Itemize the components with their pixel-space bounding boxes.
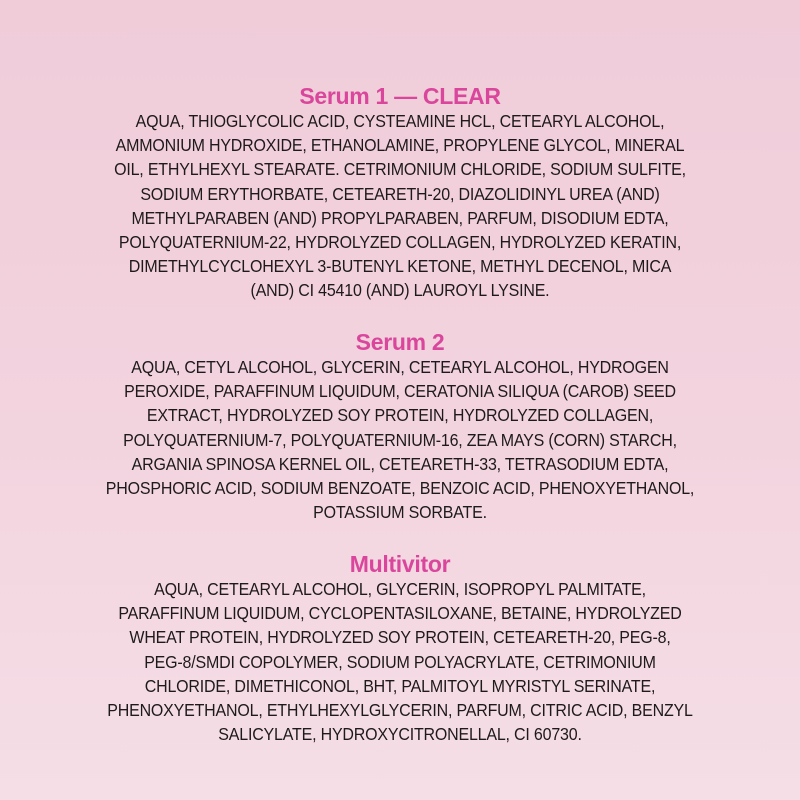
ingredient-list (28, 577, 772, 746)
ingredient-line: AMMONIUM HYDROXIDE, ETHANOLAMINE, PROPYLENE GLYCOL, MINERAL (115, 135, 685, 156)
section-serum-2 (0, 329, 800, 524)
ingredient-line: (AND) CI 45410 (AND) LAUROYL LYSINE. (250, 280, 550, 301)
ingredient-line: PHENOXYETHANOL, ETHYLHEXYLGLYCERIN, PARFUM, CITRIC ACID, BENZYL (107, 700, 693, 721)
ingredient-line: AQUA, CETEARYL ALCOHOL, GLYCERIN, ISOPROPYL PALMITATE, (154, 579, 646, 599)
ingredient-line: PHOSPHORIC ACID, SODIUM BENZOATE, BENZOIC ACID, PHENOXYETHANOL, (105, 478, 695, 499)
ingredient-line: ARGANIA SPINOSA KERNEL OIL, CETEARETH-33, TETRASODIUM EDTA, (131, 453, 669, 474)
section-title: Multivitor (349, 551, 451, 577)
ingredient-line: OIL, ETHYLHEXYL STEARATE. CETRIMONIUM CHLORIDE, SODIUM SULFITE, (114, 159, 686, 180)
ingredient-line: EXTRACT, HYDROLYZED SOY PROTEIN, HYDROLYZED COLLAGEN, (146, 405, 654, 426)
section-title: Serum 2 (355, 329, 445, 355)
ingredient-list (28, 109, 772, 303)
section-multivitor (0, 551, 800, 746)
section-serum-1-clear (0, 83, 800, 303)
ingredient-line: SODIUM ERYTHORBATE, CETEARETH-20, DIAZOLIDINYL UREA (AND) (140, 183, 660, 204)
ingredient-line: POLYQUATERNIUM-22, HYDROLYZED COLLAGEN, HYDROLYZED KERATIN, (118, 232, 682, 253)
ingredient-line: POLYQUATERNIUM-7, POLYQUATERNIUM-16, ZEA MAYS (CORN) STARCH, (123, 429, 677, 450)
ingredient-list (28, 355, 772, 524)
ingredient-line: PARAFFINUM LIQUIDUM, CYCLOPENTASILOXANE, BETAINE, HYDROLYZED (118, 603, 682, 624)
ingredient-line: SALICYLATE, HYDROXYCITRONELLAL, CI 60730. (218, 724, 582, 745)
ingredient-line: PEROXIDE, PARAFFINUM LIQUIDUM, CERATONIA SILIQUA (CAROB) SEED (124, 381, 676, 402)
ingredient-line: CHLORIDE, DIMETHICONOL, BHT, PALMITOYL MYRISTYL SERINATE, (144, 675, 656, 696)
ingredient-line: PEG-8/SMDI COPOLYMER, SODIUM POLYACRYLATE, CETRIMONIUM (144, 651, 656, 672)
ingredient-line: DIMETHYLCYCLOHEXYL 3-BUTENYL KETONE, METHYL DECENOL, MICA (128, 256, 672, 277)
ingredient-line: WHEAT PROTEIN, HYDROLYZED SOY PROTEIN, CETEARETH-20, PEG-8, (129, 627, 671, 648)
section-title: Serum 1 — CLEAR (299, 83, 501, 109)
ingredient-line: POTASSIUM SORBATE. (313, 502, 487, 523)
ingredient-line: AQUA, CETYL ALCOHOL, GLYCERIN, CETEARYL ALCOHOL, HYDROGEN (131, 357, 669, 377)
ingredient-line: METHYLPARABEN (AND) PROPYLPARABEN, PARFUM, DISODIUM EDTA, (131, 207, 669, 228)
ingredient-line: AQUA, THIOGLYCOLIC ACID, CYSTEAMINE HCL, CETEARYL ALCOHOL, (135, 111, 665, 131)
